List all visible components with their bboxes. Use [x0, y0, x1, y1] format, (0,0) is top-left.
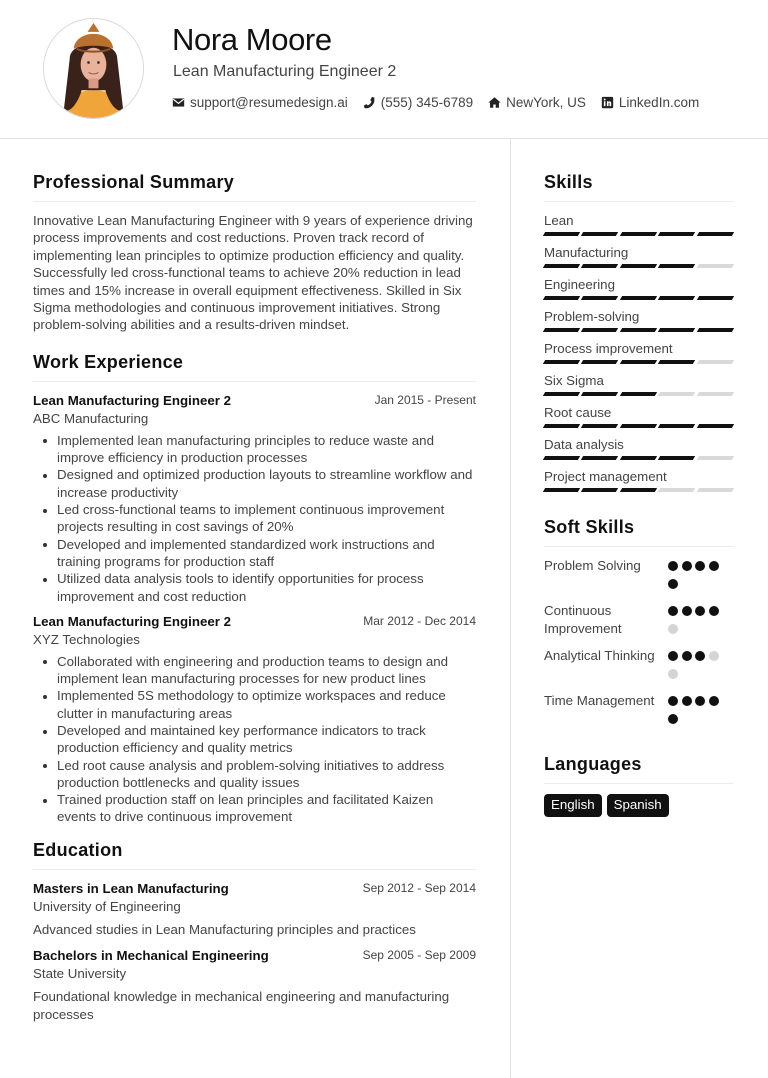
linkedin-icon — [601, 96, 614, 109]
skill-level-segment — [620, 232, 657, 236]
summary-section — [33, 172, 476, 334]
language-tag: Spanish — [607, 794, 669, 817]
skill-level-segment — [658, 328, 695, 332]
skill-level-segment — [543, 456, 580, 460]
skill-level-segment — [620, 392, 657, 396]
education-heading: Education — [33, 840, 476, 870]
skills-list — [544, 212, 734, 492]
skill-level-segment — [543, 328, 580, 332]
skill-item — [544, 468, 734, 492]
envelope-icon — [172, 96, 185, 109]
skill-level-segment — [696, 456, 733, 460]
skill-level-segment — [581, 456, 618, 460]
rating-dot-icon — [682, 696, 692, 706]
contact-info — [172, 95, 714, 110]
column-divider — [510, 139, 511, 1078]
main-column — [33, 172, 476, 1032]
rating-dot-icon — [668, 696, 678, 706]
skill-level-segment — [696, 424, 733, 428]
skill-level-segment — [620, 424, 657, 428]
experience-section — [33, 352, 476, 826]
skill-item — [544, 244, 734, 268]
skill-level-segment — [543, 392, 580, 396]
job-bullet: Led root cause analysis and problem-solving initiatives to address production bottlenecks and quality issues — [33, 757, 476, 792]
summary-heading: Professional Summary — [33, 172, 476, 202]
rating-dot-icon — [682, 561, 692, 571]
skill-level-bar — [544, 392, 734, 396]
skill-level-segment — [696, 296, 733, 300]
skill-item — [544, 404, 734, 428]
rating-dot-icon — [668, 669, 678, 679]
job-date: Mar 2012 - Dec 2014 — [363, 613, 476, 628]
degree: Bachelors in Mechanical Engineering — [33, 948, 269, 964]
rating-dot-icon — [668, 651, 678, 661]
skill-level-bar — [544, 264, 734, 268]
job-bullet: Utilized data analysis tools to identify opportunities for process improvement and cost reduction — [33, 570, 476, 605]
skill-level-segment — [620, 264, 657, 268]
skill-level-segment — [581, 488, 618, 492]
skill-level-bar — [544, 424, 734, 428]
skill-label: Lean — [544, 213, 574, 228]
education-description: Advanced studies in Lean Manufacturing principles and practices — [33, 921, 416, 937]
skill-item — [544, 340, 734, 364]
skill-level-segment — [696, 264, 733, 268]
job-entry — [33, 613, 476, 826]
skill-level-segment — [696, 488, 733, 492]
skill-level-segment — [658, 232, 695, 236]
job-entry — [33, 392, 476, 605]
soft-skill-label: Problem Solving — [544, 558, 641, 573]
languages-list — [544, 794, 734, 817]
skill-level-segment — [696, 328, 733, 332]
rating-dot-icon — [668, 624, 678, 634]
rating-dot-icon — [668, 714, 678, 724]
soft-skill-label: Time Management — [544, 693, 655, 708]
job-bullet: Led cross-functional teams to implement continuous improvement projects resulting in cost savings of 20% — [33, 501, 476, 536]
skill-level-segment — [620, 360, 657, 364]
skill-item — [544, 436, 734, 460]
phone-icon — [363, 96, 376, 109]
contact-email-text: support@resumedesign.ai — [190, 95, 348, 110]
soft-skill-item — [544, 692, 734, 732]
skill-label: Problem-solving — [544, 309, 640, 324]
home-icon — [488, 96, 501, 109]
rating-dot-icon — [695, 561, 705, 571]
job-date: Jan 2015 - Present — [374, 392, 476, 407]
skill-level-segment — [620, 456, 657, 460]
skill-level-segment — [658, 488, 695, 492]
school: University of Engineering — [33, 898, 181, 914]
soft-skill-rating — [668, 602, 722, 642]
skill-label: Engineering — [544, 277, 615, 292]
skill-level-segment — [581, 296, 618, 300]
skill-level-segment — [543, 360, 580, 364]
soft-skill-rating — [668, 692, 722, 732]
skill-level-segment — [581, 424, 618, 428]
rating-dot-icon — [668, 579, 678, 589]
skill-label: Root cause — [544, 405, 612, 420]
skill-level-segment — [658, 424, 695, 428]
rating-dot-icon — [709, 696, 719, 706]
job-bullet: Implemented lean manufacturing principles to reduce waste and improve efficiency in production processes — [33, 432, 476, 467]
contact-location — [488, 95, 586, 110]
skill-level-segment — [543, 488, 580, 492]
rating-dot-icon — [695, 696, 705, 706]
contact-location-text: NewYork, US — [506, 95, 586, 110]
skill-level-bar — [544, 296, 734, 300]
skill-level-bar — [544, 488, 734, 492]
job-title: Lean Manufacturing Engineer 2 — [33, 613, 232, 629]
skill-label: Manufacturing — [544, 245, 629, 260]
sidebar-column — [544, 172, 734, 817]
skill-level-segment — [543, 264, 580, 268]
skill-item — [544, 276, 734, 300]
skill-level-segment — [658, 456, 695, 460]
job-bullet: Developed and implemented standardized work instructions and training programs for production staff — [33, 536, 476, 571]
skill-label: Data analysis — [544, 437, 624, 452]
school: State University — [33, 966, 127, 982]
education-date: Sep 2012 - Sep 2014 — [362, 880, 476, 895]
rating-dot-icon — [709, 561, 719, 571]
soft-skill-rating — [668, 647, 722, 687]
soft-skills-section — [544, 517, 734, 732]
contact-linkedin-text: LinkedIn.com — [618, 95, 700, 110]
contact-phone[interactable] — [363, 95, 473, 110]
job-title: Lean Manufacturing Engineer 2 — [33, 392, 232, 408]
skill-level-segment — [696, 360, 733, 364]
education-section — [33, 840, 476, 1023]
skill-level-segment — [581, 264, 618, 268]
skill-level-segment — [543, 232, 580, 236]
skill-level-segment — [581, 232, 618, 236]
skill-level-segment — [620, 488, 657, 492]
skill-level-segment — [543, 296, 580, 300]
soft-skill-rating — [668, 557, 722, 597]
rating-dot-icon — [682, 651, 692, 661]
soft-skill-label: Analytical Thinking — [544, 648, 655, 663]
job-bullet: Implemented 5S methodology to optimize workspaces and reduce clutter in manufacturing areas — [33, 687, 476, 722]
skill-level-segment — [658, 360, 695, 364]
job-bullet: Developed and maintained key performance indicators to track production efficiency and quality metrics — [33, 722, 476, 757]
rating-dot-icon — [695, 606, 705, 616]
skill-item — [544, 372, 734, 396]
language-tag: English — [544, 794, 602, 817]
skill-level-segment — [620, 328, 657, 332]
job-bullet: Designed and optimized production layouts to streamline workflow and increase productivity — [33, 466, 476, 501]
soft-skills-list — [544, 557, 734, 732]
skill-level-segment — [658, 392, 695, 396]
candidate-title: Lean Manufacturing Engineer 2 — [173, 63, 397, 80]
skill-label: Six Sigma — [544, 373, 604, 388]
soft-skill-label: Continuous Improvement — [544, 603, 622, 636]
languages-section — [544, 754, 734, 817]
job-bullets — [33, 653, 476, 826]
rating-dot-icon — [668, 561, 678, 571]
rating-dot-icon — [695, 651, 705, 661]
job-bullet: Collaborated with engineering and production teams to design and implement lean manufacturing processes for new product lines — [33, 653, 476, 688]
skill-item — [544, 308, 734, 332]
skill-level-segment — [581, 328, 618, 332]
skill-item — [544, 212, 734, 236]
skill-level-segment — [581, 360, 618, 364]
education-entry — [33, 880, 476, 938]
avatar — [43, 18, 144, 119]
contact-linkedin[interactable] — [601, 95, 699, 110]
rating-dot-icon — [709, 606, 719, 616]
skill-level-bar — [544, 360, 734, 364]
rating-dot-icon — [682, 606, 692, 616]
skill-level-segment — [658, 264, 695, 268]
soft-skills-heading: Soft Skills — [544, 517, 734, 547]
soft-skill-item — [544, 557, 734, 597]
skill-level-bar — [544, 232, 734, 236]
skills-section — [544, 172, 734, 492]
skill-label: Process improvement — [544, 341, 673, 356]
job-bullets — [33, 432, 476, 605]
skill-level-segment — [620, 296, 657, 300]
summary-text: Innovative Lean Manufacturing Engineer with 9 years of experience driving process improvements and cost reductions. Proven track record of implementing lean principles to optimize production efficiency and quality. Successfully led cross-functional teams to achieve 20% reduction in lead times and 15% increase in overall equipment effectiveness. Skilled in Six Sigma methodologies and continuous improvement initiatives. Strong problem-solving abilities and a results-driven mindset. — [33, 213, 473, 333]
soft-skill-item — [544, 602, 734, 642]
resume-header — [0, 0, 768, 139]
skill-level-bar — [544, 456, 734, 460]
rating-dot-icon — [709, 651, 719, 661]
skill-label: Project management — [544, 469, 667, 484]
skills-heading: Skills — [544, 172, 734, 202]
languages-heading: Languages — [544, 754, 734, 784]
education-entry — [33, 947, 476, 1023]
skill-level-segment — [543, 424, 580, 428]
skill-level-segment — [581, 392, 618, 396]
avatar-photo — [44, 19, 143, 118]
education-description: Foundational knowledge in mechanical engineering and manufacturing processes — [33, 989, 450, 1022]
experience-heading: Work Experience — [33, 352, 476, 382]
degree: Masters in Lean Manufacturing — [33, 880, 229, 896]
rating-dot-icon — [668, 606, 678, 616]
contact-email[interactable] — [172, 95, 348, 110]
skill-level-segment — [658, 296, 695, 300]
education-date: Sep 2005 - Sep 2009 — [362, 948, 476, 963]
skill-level-segment — [696, 232, 733, 236]
skill-level-segment — [696, 392, 733, 396]
job-bullet: Trained production staff on lean principles and facilitated Kaizen events to drive continuous improvement — [33, 791, 476, 826]
candidate-name: Nora Moore — [172, 22, 332, 57]
skill-level-bar — [544, 328, 734, 332]
contact-phone-text: (555) 345-6789 — [380, 95, 474, 110]
job-company: XYZ Technologies — [33, 631, 140, 647]
soft-skill-item — [544, 647, 734, 687]
job-company: ABC Manufacturing — [33, 410, 149, 426]
